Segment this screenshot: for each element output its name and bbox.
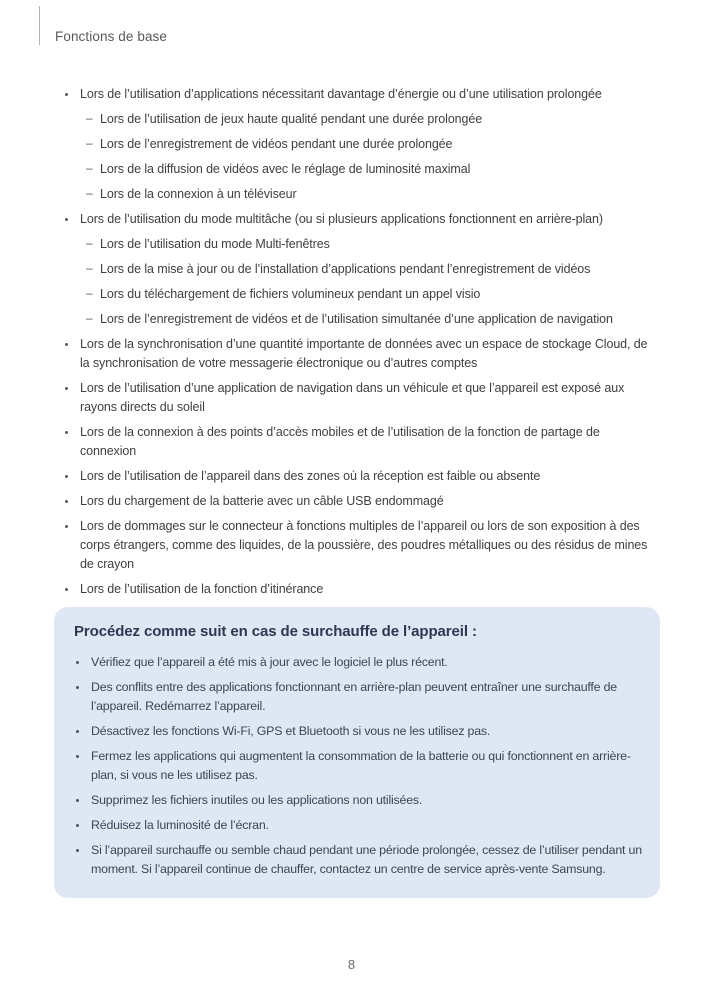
list-item-text: Lors de l’utilisation de jeux haute qualité pendant une durée prolongée: [100, 112, 483, 126]
main-list: [63, 85, 651, 599]
dash-icon: [80, 135, 100, 154]
list-item-text: Lors de l’utilisation de l’appareil dans des zones où la réception est faible ou absente: [80, 469, 541, 483]
sub-list-item: [80, 135, 651, 154]
dash-icon: [80, 310, 100, 329]
sub-list-item: [80, 160, 651, 179]
list-item: [74, 747, 644, 785]
bullet-icon: [74, 841, 91, 879]
dash-icon: [80, 285, 100, 304]
list-item-text: Lors du chargement de la batterie avec un câble USB endommagé: [80, 494, 444, 508]
bullet-icon: [63, 467, 80, 486]
sub-list: [80, 235, 651, 329]
callout-box: [54, 607, 660, 898]
bullet-icon: [63, 423, 80, 461]
list-item-text: Supprimez les fichiers inutiles ou les applications non utilisées.: [91, 793, 423, 807]
list-item-text: Lors de la synchronisation d’une quantité importante de données avec un espace de stockage Cloud, de la synchronisation de votre messagerie électronique ou d’autres comptes: [80, 337, 648, 370]
list-item: [74, 722, 644, 741]
list-item-text: Lors de l’utilisation de la fonction d’itinérance: [80, 582, 324, 596]
list-item-text: Lors de l’utilisation du mode Multi-fenêtres: [100, 237, 330, 251]
list-item-text: Lors de la mise à jour ou de l’installation d’applications pendant l’enregistrement de vidéos: [100, 262, 591, 276]
list-item: [63, 210, 651, 229]
sub-list-item: [80, 285, 651, 304]
dash-icon: [80, 110, 100, 129]
list-item: [74, 816, 644, 835]
bullet-icon: [63, 580, 80, 599]
page: [0, 6, 703, 1000]
list-item-text: Lors de l’utilisation d’une application de navigation dans un véhicule et que l’appareil est exposé aux rayons directs du soleil: [80, 381, 625, 414]
bullet-icon: [63, 379, 80, 417]
list-item: [63, 423, 651, 461]
list-item-text: Lors de l’utilisation d’applications nécessitant davantage d’énergie ou d’une utilisation prolongée: [80, 87, 602, 101]
list-item: [63, 492, 651, 511]
sub-list-item: [80, 235, 651, 254]
list-item: [74, 791, 644, 810]
list-item-text: Lors de la connexion à un téléviseur: [100, 187, 297, 201]
list-item-text: Lors de la connexion à des points d’accès mobiles et de l’utilisation de la fonction de partage de connexion: [80, 425, 600, 458]
list-item: [63, 379, 651, 417]
list-item: [63, 580, 651, 599]
bullet-icon: [63, 335, 80, 373]
list-item: [63, 335, 651, 373]
list-item-text: Lors de l’utilisation du mode multitâche (ou si plusieurs applications fonctionnent en arrière-plan): [80, 212, 603, 226]
list-item-text: Des conflits entre des applications fonctionnant en arrière-plan peuvent entraîner une surchauffe de l’appareil. Redémarrez l’appareil.: [91, 680, 617, 713]
list-item: [63, 467, 651, 486]
callout-list: [74, 653, 644, 879]
sub-list-item: [80, 310, 651, 329]
list-item-text: Lors de l’enregistrement de vidéos et de l’utilisation simultanée d’une application de navigation: [100, 312, 613, 326]
bullet-icon: [74, 678, 91, 716]
bullet-icon: [74, 747, 91, 785]
list-item-text: Désactivez les fonctions Wi-Fi, GPS et Bluetooth si vous ne les utilisez pas.: [91, 724, 491, 738]
list-item: [63, 85, 651, 104]
sub-list-item: [80, 185, 651, 204]
bullet-icon: [74, 653, 91, 672]
bullet-icon: [74, 722, 91, 741]
list-item-text: Si l’appareil surchauffe ou semble chaud pendant une période prolongée, cessez de l’utiliser pendant un moment. Si l’appareil continue de chauffer, contactez un centre de service après-vente Samsung.: [91, 843, 642, 876]
bullet-icon: [63, 517, 80, 574]
bullet-icon: [74, 791, 91, 810]
bullet-icon: [63, 85, 80, 104]
list-item: [74, 653, 644, 672]
page-number: 8: [347, 957, 356, 972]
sub-list-item: [80, 260, 651, 279]
list-item-text: Lors de dommages sur le connecteur à fonctions multiples de l’appareil ou lors de son exposition à des corps étrangers, comme des liquides, de la poussière, des poudres métalliques ou des résidus de mines de crayon: [80, 519, 648, 571]
dash-icon: [80, 235, 100, 254]
sub-list-item: [80, 110, 651, 129]
page-header: [39, 6, 703, 45]
list-item: [63, 517, 651, 574]
callout-title: Procédez comme suit en cas de surchauffe de l’appareil :: [74, 623, 477, 640]
sub-list: [80, 110, 651, 204]
list-item: [74, 841, 644, 879]
dash-icon: [80, 185, 100, 204]
chapter-title: Fonctions de base: [55, 29, 168, 44]
dash-icon: [80, 260, 100, 279]
list-item-text: Fermez les applications qui augmentent la consommation de la batterie ou qui fonctionnent en arrière-plan, si vous ne les utilisez pas.: [91, 749, 631, 782]
list-item-text: Réduisez la luminosité de l’écran.: [91, 818, 269, 832]
list-item-text: Lors de l’enregistrement de vidéos pendant une durée prolongée: [100, 137, 453, 151]
list-item: [74, 678, 644, 716]
list-item-text: Lors de la diffusion de vidéos avec le réglage de luminosité maximal: [100, 162, 471, 176]
list-item-text: Vérifiez que l’appareil a été mis à jour avec le logiciel le plus récent.: [91, 655, 448, 669]
bullet-icon: [63, 210, 80, 229]
bullet-icon: [63, 492, 80, 511]
dash-icon: [80, 160, 100, 179]
bullet-icon: [74, 816, 91, 835]
list-item-text: Lors du téléchargement de fichiers volumineux pendant un appel visio: [100, 287, 481, 301]
